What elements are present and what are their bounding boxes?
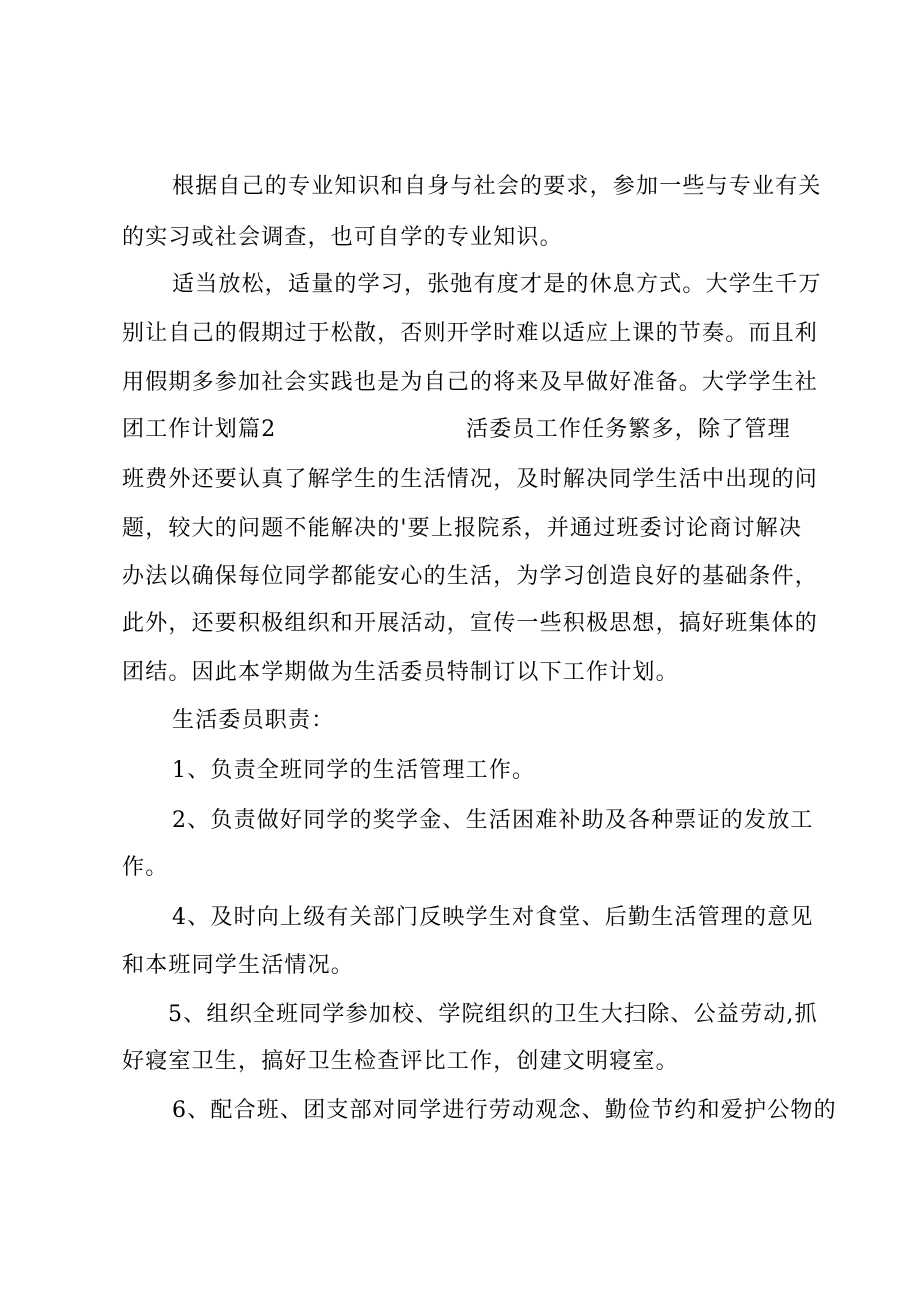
paragraph-line: 适当放松，适量的学习，张弛有度才是的休息方式。大学生千万 [172, 272, 822, 297]
paragraph-line: 根据自己的专业知识和自身与社会的要求，参加一些与专业有关 [172, 174, 822, 199]
paragraph-line: 活委员工作任务繁多，除了管理 [466, 417, 791, 442]
paragraph-line: 团结。因此本学期做为生活委员特制订以下工作计划。 [122, 660, 679, 685]
list-item: 5、组织全班同学参加校、学院组织的卫生大扫除、公益劳动,抓 [168, 1002, 818, 1027]
list-item: 4、及时向上级有关部门反映学生对食堂、后勤生活管理的意见 [172, 905, 814, 930]
paragraph-line: 别让自己的假期过于松散，否则开学时难以适应上课的节奏。而且利 [122, 321, 819, 346]
paragraph-line: 班费外还要认真了解学生的生活情况，及时解决同学生活中出现的问 [122, 467, 819, 492]
list-item: 2、负责做好同学的奖学金、生活困难补助及各种票证的发放工 [172, 808, 814, 833]
paragraph-line: 办法以确保每位同学都能安心的生活，为学习创造良好的基础条件， [122, 564, 819, 589]
section-heading: 生活委员职责： [172, 708, 335, 733]
paragraph-line: 团工作计划篇2 [122, 417, 277, 442]
paragraph-line: 此外，还要积极组织和开展活动，宣传一些积极思想，搞好班集体的 [122, 611, 819, 636]
list-item: 6、配合班、团支部对同学进行劳动观念、勤俭节约和爱护公物的 [172, 1098, 837, 1123]
list-item-continuation: 作。 [122, 855, 169, 880]
list-item-continuation: 和本班同学生活情况。 [122, 953, 355, 978]
paragraph-line: 的实习或社会调查，也可自学的专业知识。 [122, 225, 563, 250]
paragraph-line: 题，较大的问题不能解决的'要上报院系，并通过班委讨论商讨解决 [122, 516, 803, 541]
paragraph-line: 用假期多参加社会实践也是为自己的将来及早做好准备。大学学生社 [122, 370, 819, 395]
list-item: 1、负责全班同学的生活管理工作。 [172, 758, 536, 783]
list-item-continuation: 好寝室卫生，搞好卫生检查评比工作，创建文明寝室。 [122, 1049, 679, 1074]
